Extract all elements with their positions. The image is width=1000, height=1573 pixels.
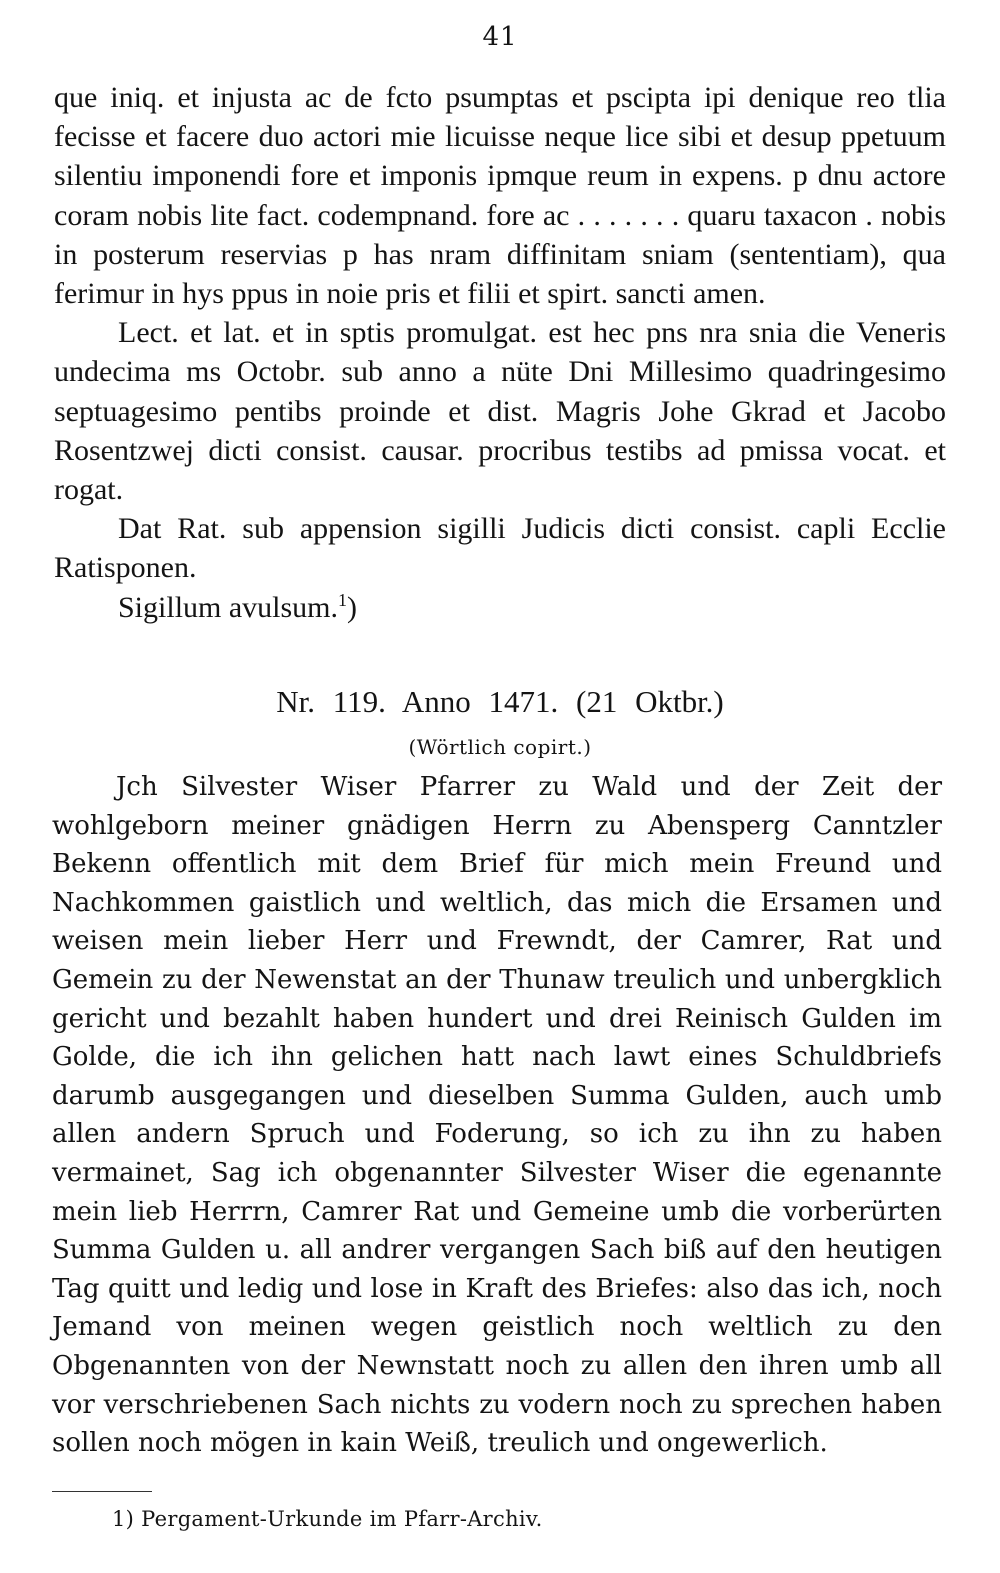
document-heading: Nr. 119. Anno 1471. (21 Oktbr.) <box>276 684 724 719</box>
latin-paragraph-2: Lect. et lat. et in sptis promulgat. est hec pns nra snia die Veneris undecima ms Octobr. sub anno a nüte Dni Millesimo quadringesimo septuagesimo pentibs proinde et dist. Magris Johe Gkrad et Jacobo Rosentzwej dicti consist. causar. procribus testibs ad pmissa vocat. et rogat. <box>54 316 946 507</box>
footnote-text: Pergament-Urkunde im Pfarr-Archiv. <box>141 1507 543 1531</box>
footnote-mark: 1) <box>112 1507 135 1531</box>
footnote-reference-close: ) <box>347 590 358 624</box>
footnote <box>112 1504 543 1534</box>
page-number: 41 <box>482 22 518 52</box>
german-text-body: Jch Silvester Wiser Pfarrer zu Wald und der Zeit der wohlgeborn meiner gnädigen Herrn zu Abensperg Canntzler Bekenn offentlich mit dem Brief für mich mein Freund und Nachkommen gaistlich und weltlich, das mich die Ersamen und weisen mein lieber Herr und Frewndt, der Camrer, Rat und Gemein zu der Newenstat an der Thunaw treulich und unbergklich gericht und bezahlt haben hundert und drei Reinisch Gulden im Golde, die ich ihn gelichen hatt nach lawt eines Schuldbriefs darumb ausgegangen und dieselben Summa Gulden, auch umb allen andern Spruch und Foderung, so ich zu ihn zu haben vermainet, Sag ich obgenannter Silvester Wiser die egenannte mein lieb Herrrn, Camrer Rat und Gemeine umb die vorberürten Summa Gulden u. all andrer vergangen Sach biß auf den heutigen Tag quitt und ledig und lose in Kraft des Briefes: also das ich, noch Jemand von meinen wegen geistlich noch weltlich zu den Obgenannten von der Newnstatt noch zu allen den ihren umb all vor verschriebenen Sach nichts zu vodern noch zu sprechen haben sollen noch mögen in kain Weiß, treulich und ongewerlich. <box>52 772 942 1459</box>
latin-paragraph-1: que iniq. et injusta ac de fcto psumptas et pscipta ipi denique reo tlia fecisse et facere duo actori mie licuisse neque lice sibi et desup ppetuum silentiu imponendi fore et imponis ipmque reum in expens. p dnu actore coram nobis lite fact. codempnand. fore ac . . . . . . . quaru taxacon . nobis in posterum reservias p has nram diffinitam sniam (sententiam), qua ferimur in hys ppus in noie pris et filii et spirt. sancti amen. <box>54 81 946 311</box>
document-subheading: (Wörtlich copirt.) <box>408 735 592 759</box>
footnote-reference: 1 <box>338 589 348 610</box>
latin-paragraph-3: Dat Rat. sub appension sigilli Judicis dicti consist. capli Ecclie Ratisponen. <box>54 512 946 585</box>
footnote-divider <box>52 1491 152 1492</box>
latin-paragraph-4 <box>54 588 946 627</box>
seal-note: Sigillum avulsum. <box>118 590 339 624</box>
latin-text-block <box>54 78 946 627</box>
